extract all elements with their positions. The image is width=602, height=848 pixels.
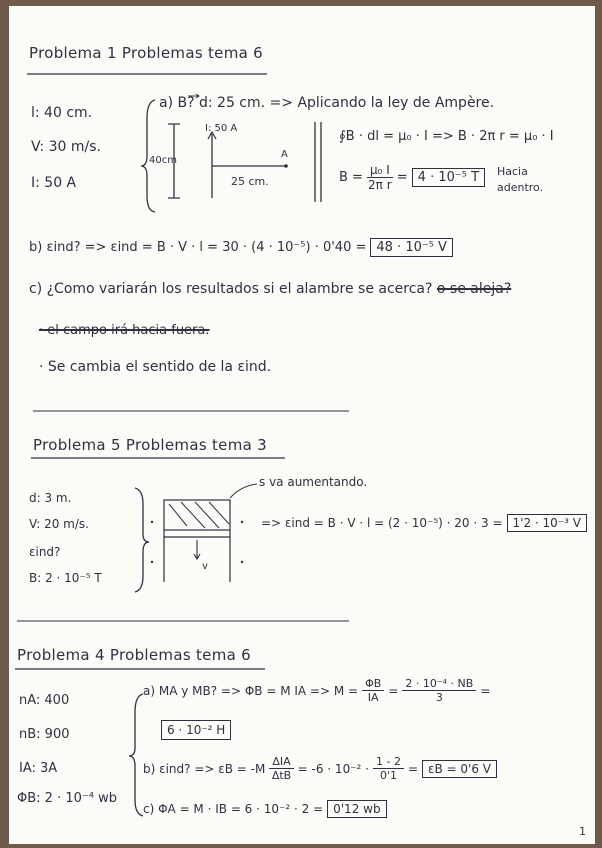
point-a-dot xyxy=(284,164,288,168)
field-result-box: 4 · 10⁻⁵ T xyxy=(412,168,485,187)
part-a-frac1-den: IA xyxy=(367,691,379,704)
field-direction-2: adentro. xyxy=(497,181,544,194)
given-distance: d: 3 m. xyxy=(29,491,72,505)
part-b3-frac2-den: 0'1 xyxy=(379,769,397,782)
part-a-frac1 xyxy=(362,678,384,703)
given-IA: IA: 3A xyxy=(19,761,58,776)
struck-answer: · el campo irá hacia fuera. xyxy=(39,323,210,338)
brace-problem3 xyxy=(129,694,143,816)
field-fraction xyxy=(367,164,393,191)
diagram-point-label: A xyxy=(281,149,288,160)
given-length: l: 40 cm. xyxy=(31,105,93,121)
diagram-current-label: I: 50 A xyxy=(205,123,238,134)
part-c3-result-box: 0'12 wb xyxy=(327,800,386,818)
part-c-struck: o se aleja? xyxy=(436,281,512,297)
part-b-question: b) εind? => εind = B · V · l = 30 · (4 · 10⁻⁵) · 0'40 = xyxy=(29,240,367,255)
given-phiB: ΦB: 2 · 10⁻⁴ wb xyxy=(17,791,117,806)
part-b3-eq: = xyxy=(407,761,419,776)
given-nB: nB: 900 xyxy=(19,727,70,742)
given-current: I: 50 A xyxy=(31,175,77,191)
part-c3-text: c) ΦA = M · IB = 6 · 10⁻² · 2 = xyxy=(143,802,324,816)
notebook-page xyxy=(9,6,595,844)
part-c-line xyxy=(29,282,511,296)
annotation-increasing: s va aumentando. xyxy=(259,475,368,489)
field-formula-left: B = xyxy=(339,170,363,185)
part-a-eq: = xyxy=(388,683,399,698)
part-b3-frac2-num: 1 - 2 xyxy=(373,756,404,769)
field-formula-eq: = xyxy=(396,170,408,185)
part-a-result-box: 6 · 10⁻² H xyxy=(161,720,231,740)
field-fraction-den: 2π r xyxy=(368,178,392,192)
velocity-label: v xyxy=(202,561,208,572)
problem2-title: Problema 5 Problemas tema 3 xyxy=(33,436,268,454)
problem2-formula-line xyxy=(261,514,587,532)
problem3-part-b xyxy=(143,756,497,781)
given-nA: nA: 400 xyxy=(19,693,70,708)
field-formula xyxy=(339,164,485,191)
part-c-question: c) ¿Como variarán los resultados si el alambre se acerca? xyxy=(29,281,433,297)
problem2-formula: => εind = B · V · l = (2 · 10⁻⁵) · 20 · 3 = xyxy=(261,516,503,530)
field-direction-1: Hacia xyxy=(497,165,528,178)
part-b3-result-box: εB = 0'6 V xyxy=(422,760,497,778)
part-a-frac1-num: ΦB xyxy=(362,678,384,691)
diagram-length-label: 40cm xyxy=(149,155,177,166)
given-velocity-2: V: 20 m/s. xyxy=(29,517,89,531)
part-b3-frac2 xyxy=(373,756,404,781)
part-b3-frac-den: ΔtB xyxy=(271,769,292,782)
part-a-result-line xyxy=(161,724,231,736)
part-a-eq2: = xyxy=(480,683,491,698)
problem3-part-c xyxy=(143,800,387,818)
diagram-distance-label: 25 cm. xyxy=(231,175,269,188)
part-a-frac2 xyxy=(402,678,476,703)
problem1-title: Problema 1 Problemas tema 6 xyxy=(29,44,264,62)
problem3-part-a xyxy=(143,678,490,703)
part-b3-mid: = -6 · 10⁻² · xyxy=(297,761,369,776)
emf-result-box: 48 · 10⁻⁵ V xyxy=(370,238,453,257)
field-fraction-num: μ₀ I xyxy=(367,164,393,178)
ampere-law: ∮B · dl = μ₀ · I => B · 2π r = μ₀ · I xyxy=(339,129,554,144)
part-a-frac2-den: 3 xyxy=(435,691,443,704)
problem3-title: Problema 4 Problemas tema 6 xyxy=(17,646,252,664)
brace-problem2 xyxy=(135,488,149,592)
given-velocity: V: 30 m/s. xyxy=(31,139,101,155)
part-a-frac2-num: 2 · 10⁻⁴ · NB xyxy=(402,678,476,691)
part-a-text: a) MA y MB? => ΦB = M IA => M = xyxy=(143,683,359,698)
given-field: B: 2 · 10⁻⁵ T xyxy=(29,571,102,585)
problem2-result-box: 1'2 · 10⁻³ V xyxy=(507,514,587,532)
part-b3-frac-num: ΔIA xyxy=(269,756,293,769)
part-c-answer: · Se cambia el sentido de la εind. xyxy=(39,359,272,375)
part-b-line xyxy=(29,238,453,257)
part-b3-text: b) εind? => εB = -M xyxy=(143,761,266,776)
part-b3-frac xyxy=(269,756,293,781)
asked-emf: εind? xyxy=(29,545,61,559)
part-a-question: a) B? d: 25 cm. => Aplicando la ley de Ampère. xyxy=(159,95,495,111)
page-number: 1 xyxy=(579,825,586,838)
